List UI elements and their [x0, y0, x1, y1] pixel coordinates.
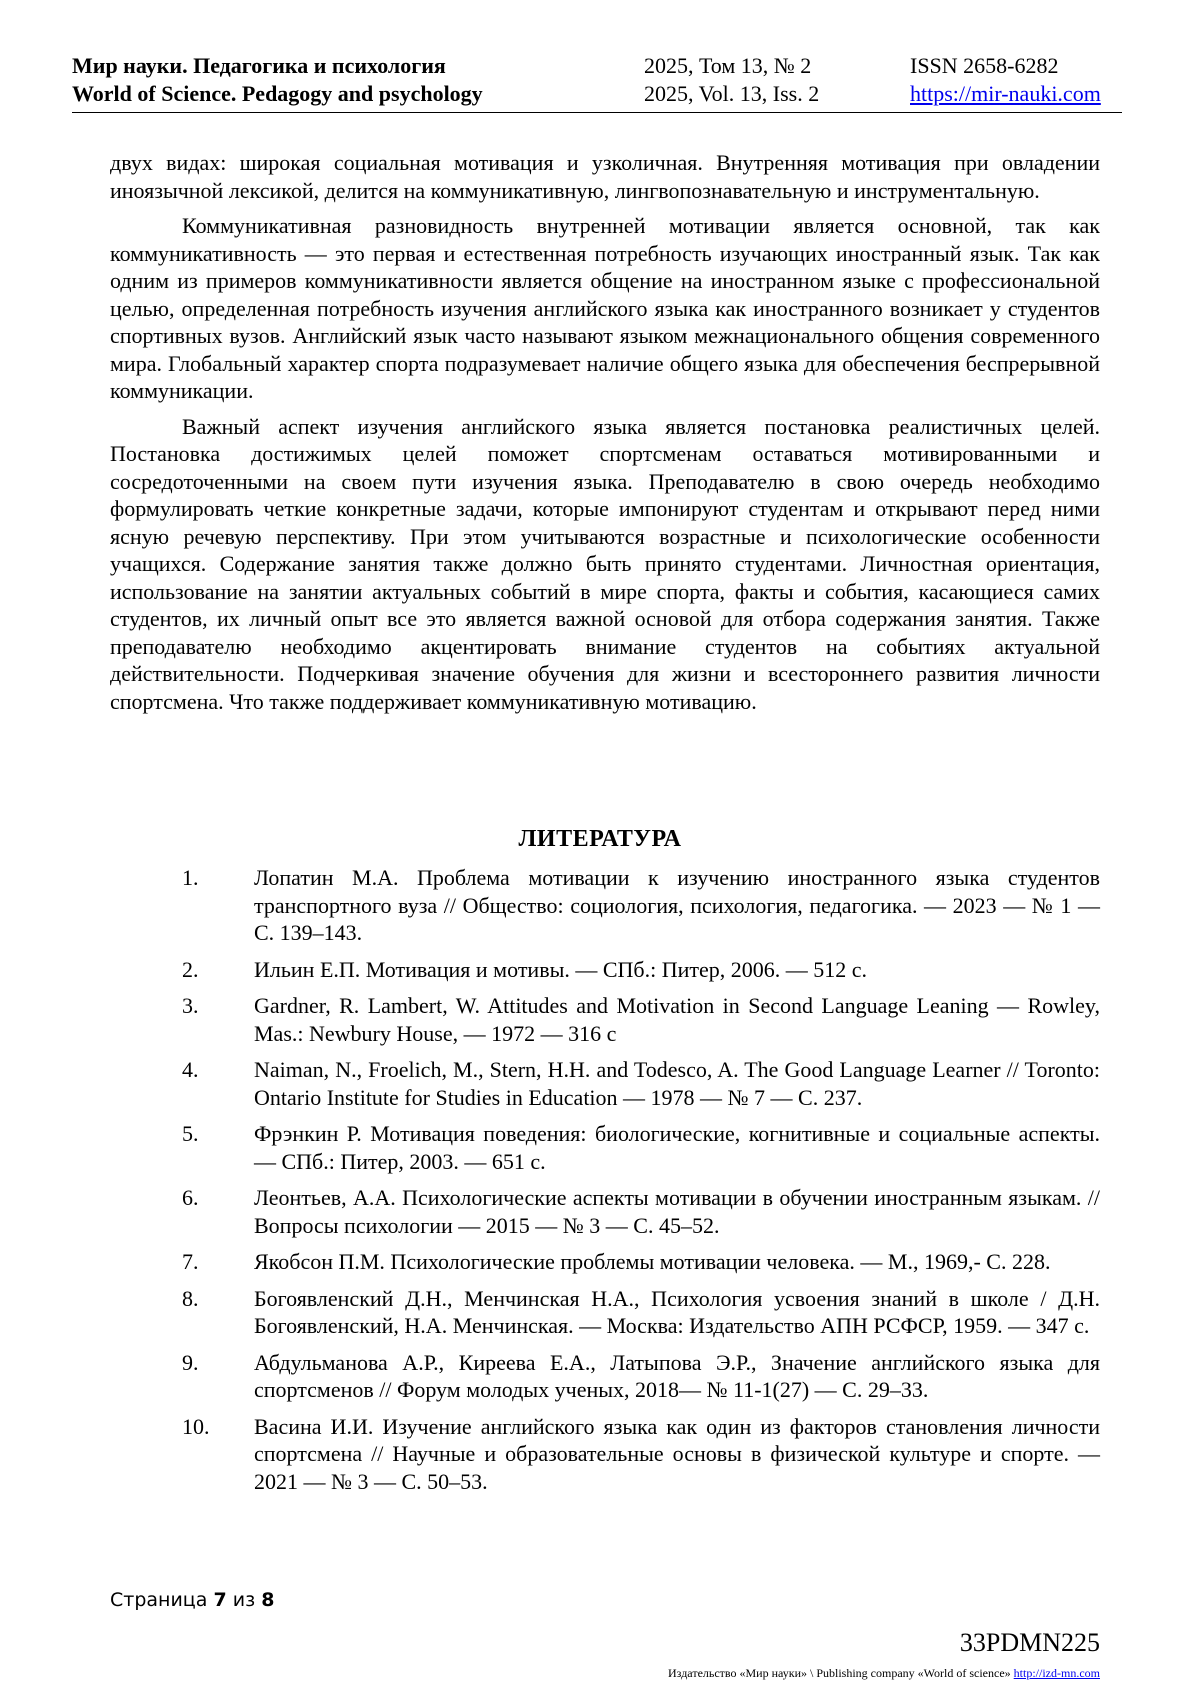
- publisher-link[interactable]: http://izd-mn.com: [1013, 1666, 1100, 1680]
- reference-item: [110, 992, 1100, 1047]
- reference-item: [110, 1285, 1100, 1340]
- reference-text: Gardner, R. Lambert, W. Attitudes and Motivation in Second Language Leaning — Rowley, Mas.: Newbury House, — 1972 — 316 с: [254, 993, 1100, 1046]
- reference-text: Богоявленский Д.Н., Менчинская Н.А., Психология усвоения знаний в школе / Д.Н. Богоявленский, Н.А. Менчинская. — Москва: Издательство АПН РСФСР, 1959. — 347 с.: [254, 1285, 1100, 1338]
- literature-title: ЛИТЕРАТУРА: [518, 826, 682, 852]
- journal-title-block: [72, 52, 483, 108]
- issue-block: [644, 52, 819, 108]
- publisher-text: Издательство «Мир науки» \ Publishing company «World of science»: [668, 1666, 1011, 1680]
- reference-list: [110, 864, 1100, 1504]
- reference-number: 2.: [182, 956, 199, 982]
- reference-item: [110, 1349, 1100, 1404]
- paragraph: Коммуникативная разновидность внутренней мотивации является основной, так как коммуникативность — это первая и естественная потребность изучающих иностранный язык. Так как одним из примеров коммуникативности является общение на иностранном языке с профессиональной целью, определенная потребность изучения английского языка как иностранного возникает у студентов спортивных вузов. Английский язык часто называют языком межнационального общения современного мира. Глобальный характер спорта подразумевает наличие общего языка для обеспечения беспрерывной коммуникации.: [110, 213, 1100, 403]
- article-code: 33PDMN225: [959, 1628, 1100, 1657]
- reference-item: [110, 1120, 1100, 1175]
- page-label: Страница: [110, 1589, 208, 1611]
- issn-block: [910, 52, 1101, 108]
- reference-item: [110, 956, 1100, 984]
- journal-title-en: World of Science. Pedagogy and psychology: [72, 81, 483, 106]
- page-header: [72, 52, 1122, 113]
- reference-number: 1.: [182, 865, 199, 890]
- reference-number: 9.: [182, 1349, 199, 1375]
- issue-ru: 2025, Том 13, № 2: [644, 53, 812, 78]
- reference-item: [110, 864, 1100, 947]
- reference-item: [110, 1248, 1100, 1276]
- reference-item: [110, 1184, 1100, 1239]
- reference-item: [110, 1413, 1100, 1496]
- reference-number: 5.: [182, 1121, 199, 1146]
- reference-item: [110, 1056, 1100, 1111]
- reference-number: 8.: [182, 1285, 199, 1311]
- reference-number: 10.: [182, 1413, 210, 1439]
- issn: ISSN 2658-6282: [910, 53, 1059, 78]
- journal-site-link[interactable]: https://mir-nauki.com: [910, 81, 1101, 106]
- reference-text: Васина И.И. Изучение английского языка как один из факторов становления личности спортсмена // Научные и образовательные основы в физической культуре и спорте. — 2021 — № 3 — С. 50–53.: [254, 1413, 1100, 1494]
- reference-text: Naiman, N., Froelich, M., Stern, H.H. and Todesco, A. The Good Language Learner // Toronto: Ontario Institute for Studies in Education — 1978 — № 7 — С. 237.: [254, 1057, 1100, 1110]
- page-of: из: [232, 1589, 256, 1611]
- reference-number: 7.: [182, 1249, 199, 1274]
- reference-number: 6.: [182, 1185, 199, 1210]
- reference-text: Леонтьев, А.А. Психологические аспекты мотивации в обучении иностранным языкам. // Вопросы психологии — 2015 — № 3 — С. 45–52.: [254, 1185, 1100, 1238]
- issue-en: 2025, Vol. 13, Iss. 2: [644, 81, 820, 106]
- reference-number: 3.: [182, 993, 199, 1018]
- paragraph: Важный аспект изучения английского языка является постановка реалистичных целей. Постановка достижимых целей поможет спортсменам оставаться мотивированными и сосредоточенными на своем пути изучения языка. Преподавателю в свою очередь необходимо формулировать четкие конкретные задачи, которые импонируют студентам и открывают перед ними ясную речевую перспективу. При этом учитываются возрастные и психологические особенности учащихся. Содержание занятия также должно быть принято студентами. Личностная ориентация, использование на занятии актуальных событий в мире спорта, факты и события, касающиеся самих студентов, их личный опыт все это является важной основой для отбора содержания занятия. Также преподавателю необходимо акцентировать внимание студентов на событиях актуальной действительности. Подчеркивая значение обучения для жизни и всестороннего развития личности спортсмена. Что также поддерживает коммуникативную мотивацию.: [110, 413, 1100, 714]
- reference-text: Фрэнкин Р. Мотивация поведения: биологические, когнитивные и социальные аспекты. — СПб.: Питер, 2003. — 651 с.: [254, 1121, 1100, 1174]
- reference-text: Абдульманова А.Р., Киреева Е.А., Латыпова Э.Р., Значение английского языка для спортсменов // Форум молодых ученых, 2018— № 11-1(27) — С. 29–33.: [254, 1349, 1100, 1402]
- article-body: [110, 149, 1100, 723]
- page-current: 7: [213, 1589, 227, 1611]
- journal-title-ru: Мир науки. Педагогика и психология: [72, 53, 446, 78]
- paragraph: двух видах: широкая социальная мотивация и узколичная. Внутренняя мотивация при овладении иноязычной лексикой, делится на коммуникативную, лингвопознавательную и инструментальную.: [110, 150, 1100, 203]
- page-total: 8: [261, 1589, 275, 1611]
- page-number: [110, 1589, 274, 1611]
- publisher-line: [668, 1666, 1100, 1681]
- reference-text: Якобсон П.М. Психологические проблемы мотивации человека. — М., 1969,- С. 228.: [254, 1249, 1051, 1274]
- reference-text: Лопатин М.А. Проблема мотивации к изучению иностранного языка студентов транспортного вуза // Общество: социология, психология, педагогика. — 2023 — № 1 — С. 139–143.: [254, 865, 1100, 945]
- reference-text: Ильин Е.П. Мотивация и мотивы. — СПб.: Питер, 2006. — 512 с.: [254, 956, 868, 982]
- reference-number: 4.: [182, 1057, 199, 1082]
